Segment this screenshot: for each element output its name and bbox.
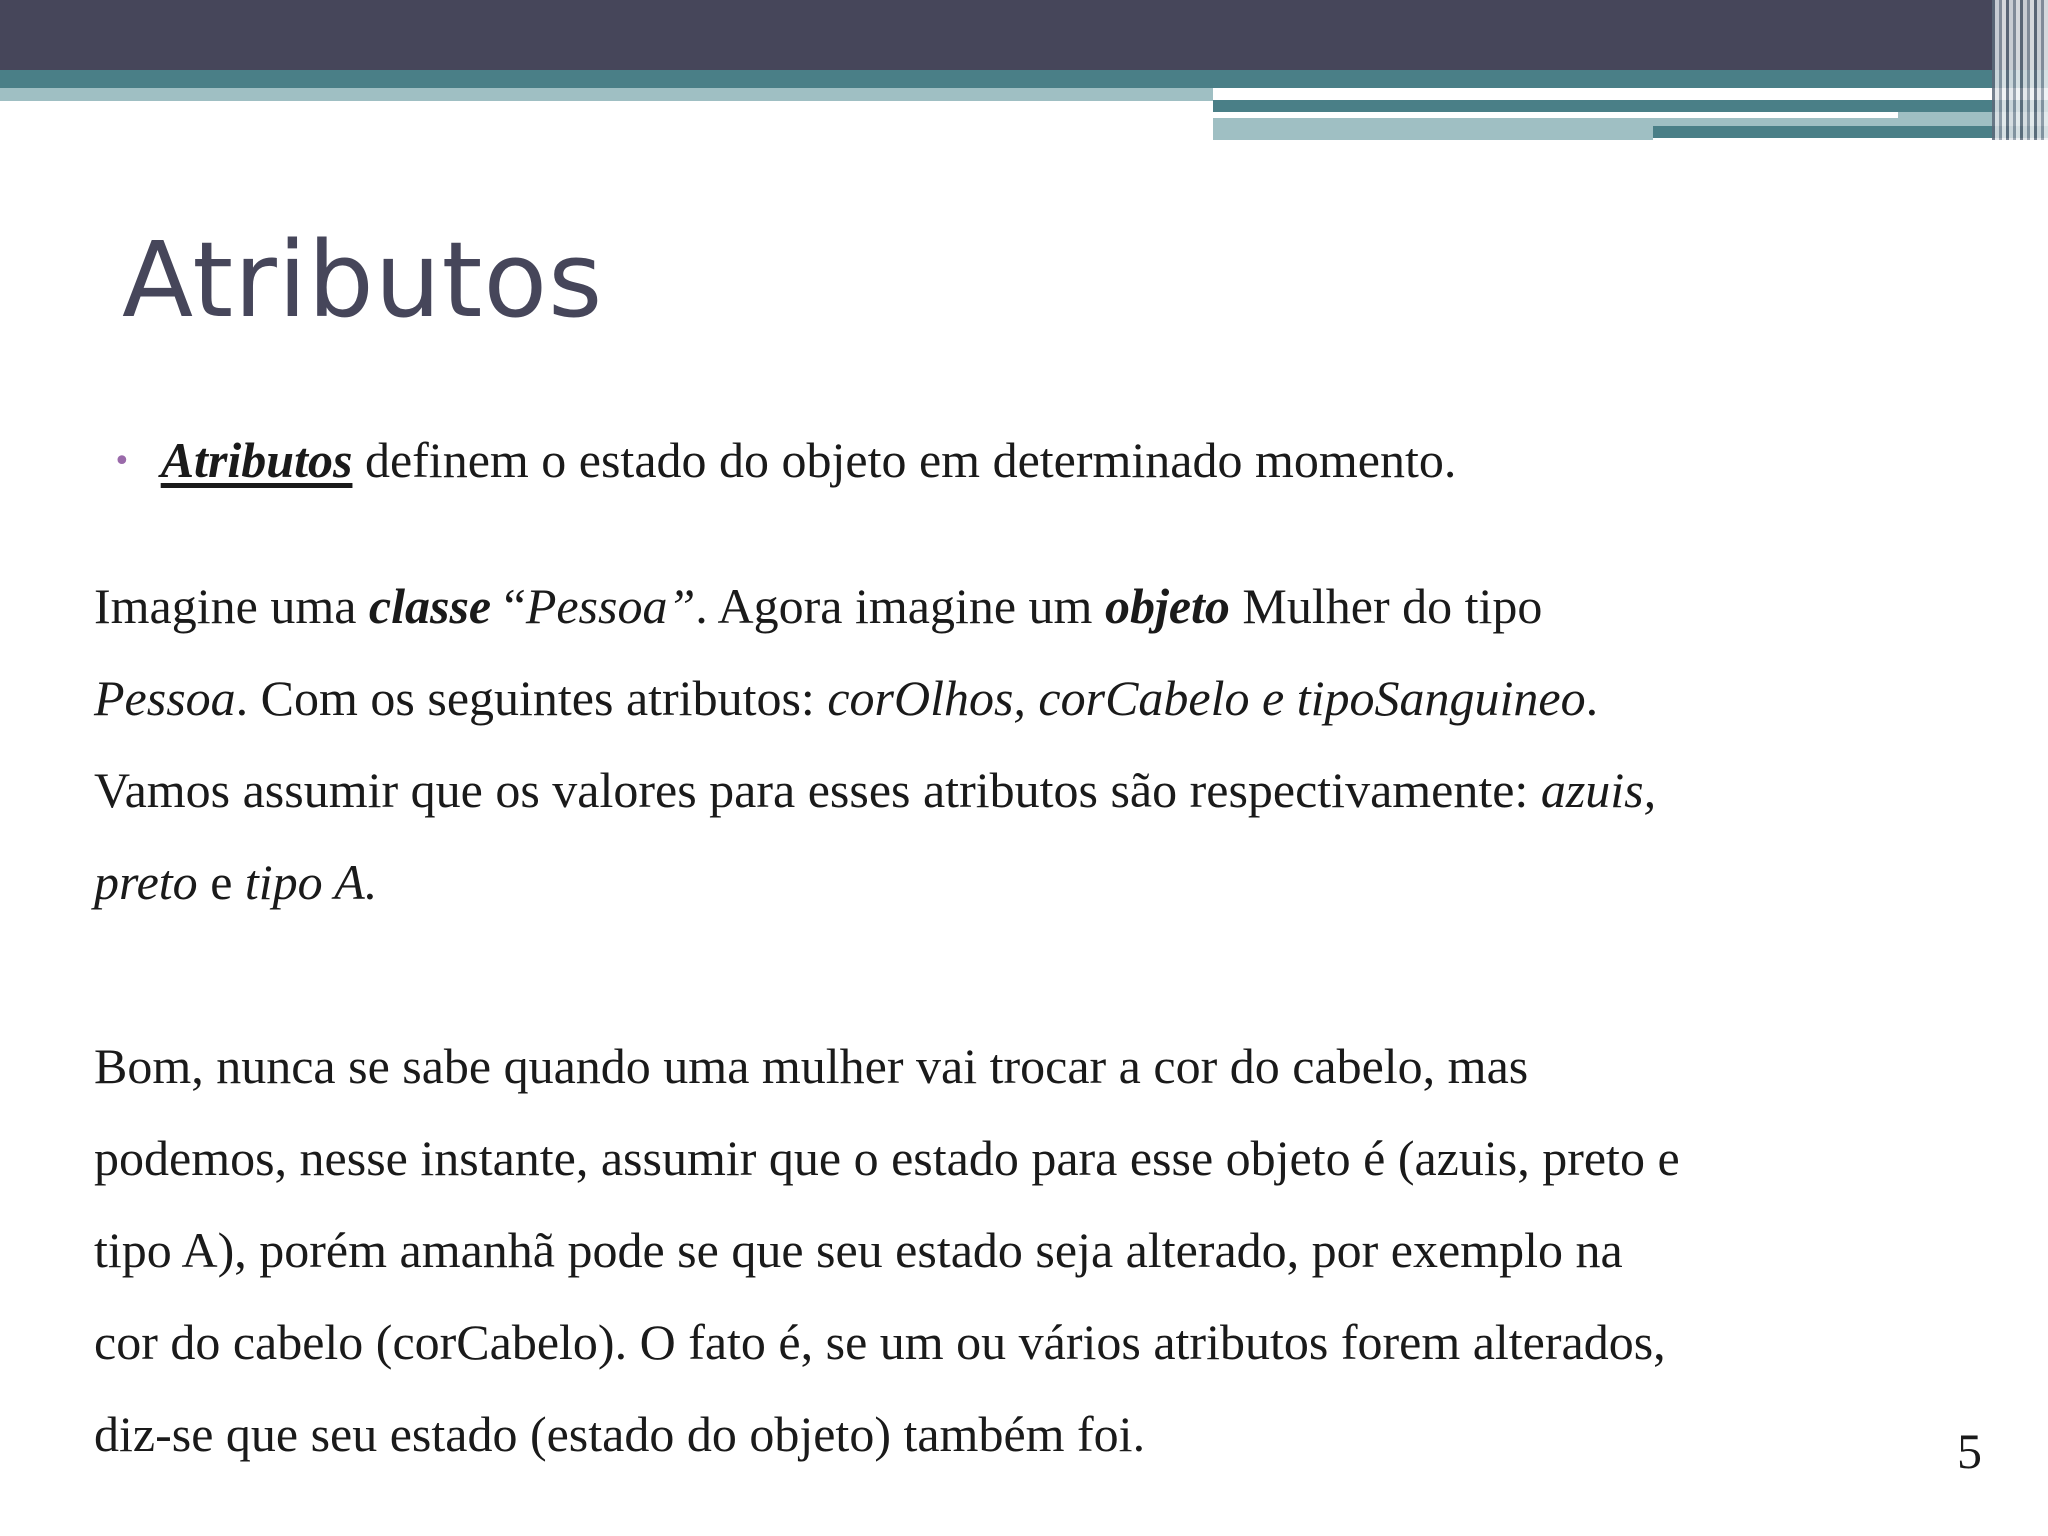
- header-decoration-light-2: [1213, 126, 1653, 140]
- text-run: . Com os seguintes atributos:: [235, 670, 828, 726]
- header-bar-light: [0, 88, 1213, 101]
- attribute-value: tipo A: [244, 854, 365, 910]
- text-run: . Agora imagine um: [695, 578, 1105, 634]
- keyword-classe: classe: [368, 578, 492, 634]
- paragraph-1-line-2: [94, 652, 1994, 744]
- header-bar-teal: [0, 70, 2048, 88]
- text-run: Mulher do tipo: [1229, 578, 1543, 634]
- period: .: [1585, 670, 1599, 726]
- header-decoration-right: [1213, 88, 2048, 138]
- text-run: Vamos assumir que os valores para esses atributos são respectivamente:: [94, 762, 1541, 818]
- bullet-text: definem o estado do objeto em determinado momento.: [352, 432, 1457, 488]
- period: .: [364, 854, 378, 910]
- header-decoration-line: [1213, 112, 1898, 118]
- page-number: 5: [1957, 1423, 1982, 1479]
- class-name: Pessoa: [94, 670, 236, 726]
- paragraph-2-line-5: diz-se que seu estado (estado do objeto) também foi.: [94, 1406, 1146, 1462]
- attribute-list: corOlhos, corCabelo e tipoSanguineo: [827, 670, 1586, 726]
- attribute-value: preto: [94, 854, 198, 910]
- text-run: e: [197, 854, 245, 910]
- keyword-objeto: objeto: [1104, 578, 1230, 634]
- paragraph-2-line-3: tipo A), porém amanhã pode se que seu estado seja alterado, por exemplo na: [94, 1222, 1623, 1278]
- paragraph-1-line-3: [94, 744, 1994, 836]
- paragraph-2-line-1: Bom, nunca se sabe quando uma mulher vai trocar a cor do cabelo, mas: [94, 1038, 1529, 1094]
- edge-stripes: [1992, 0, 2048, 140]
- bullet-item: [113, 428, 1456, 500]
- class-name: Pessoa”: [525, 578, 696, 634]
- text-run: “: [491, 578, 526, 634]
- bullet-term: Atributos: [160, 432, 353, 488]
- header-bar-dark: [0, 0, 2048, 70]
- slide-title: Atributos: [122, 219, 604, 341]
- paragraph-1-line-1: [94, 560, 1994, 652]
- paragraph-1-line-4: [94, 836, 1994, 928]
- paragraph-2-line-4: cor do cabelo (corCabelo). O fato é, se um ou vários atributos forem alterados,: [94, 1314, 1666, 1370]
- paragraph-2-line-2: podemos, nesse instante, assumir que o estado para esse objeto é (azuis, preto e: [94, 1130, 1680, 1186]
- attribute-value: azuis,: [1540, 762, 1657, 818]
- bullet-dot-icon: •: [113, 444, 131, 479]
- paragraph-1: [94, 560, 1994, 928]
- text-run: Imagine uma: [94, 578, 369, 634]
- paragraph-2: [94, 1020, 1994, 1480]
